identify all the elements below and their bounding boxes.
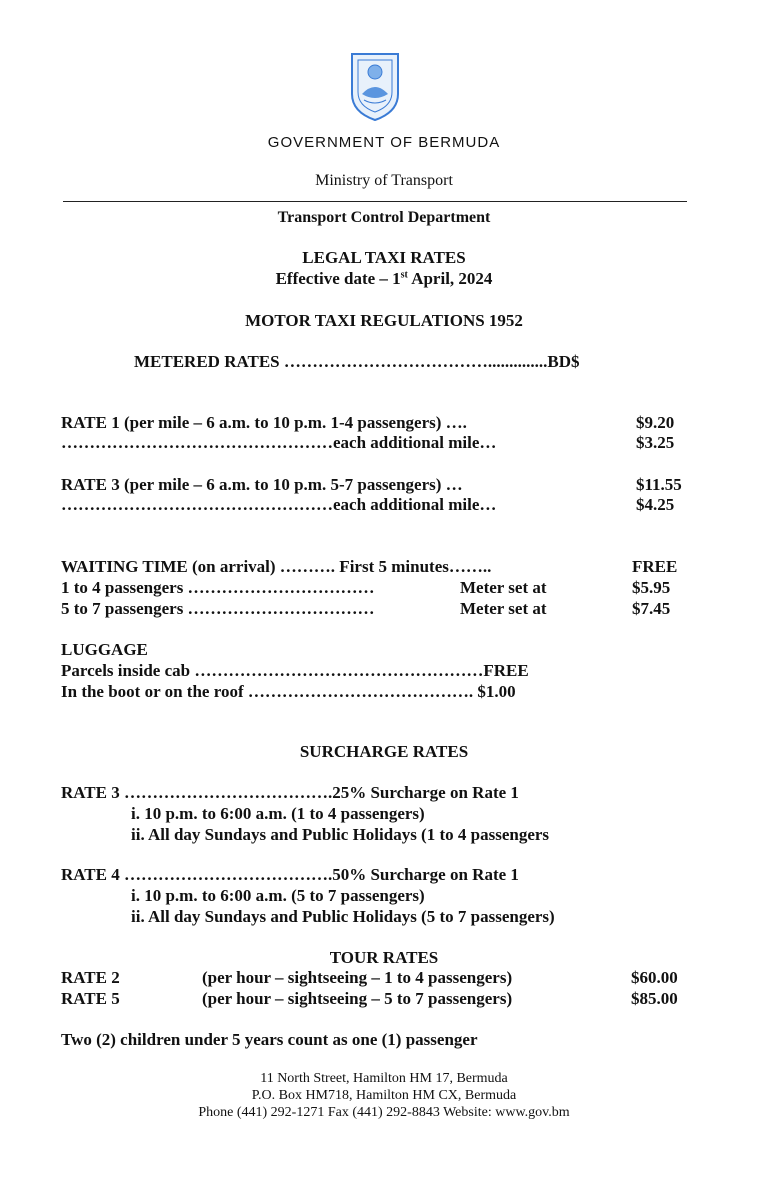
footer-po-box: P.O. Box HM718, Hamilton HM CX, Bermuda (251, 1088, 517, 1103)
rate1-label: RATE 1 (per mile – 6 a.m. to 10 p.m. 1-4 passengers) …. (61, 413, 467, 432)
tour-rate2-label: RATE 2 (61, 968, 120, 987)
regulations-title: MOTOR TAXI REGULATIONS 1952 (245, 311, 523, 330)
rate3-price: $11.55 (636, 475, 682, 494)
waiting-row1-price: $5.95 (632, 578, 671, 597)
rate3-additional-price: $4.25 (636, 495, 675, 514)
surcharge-rate4-ii: ii. All day Sundays and Public Holidays (5 to 7 passengers) (131, 907, 555, 926)
waiting-time-value: FREE (632, 557, 678, 576)
waiting-row1-label: 1 to 4 passengers …………………………… (61, 578, 375, 597)
bermuda-coat-of-arms-icon (348, 50, 402, 122)
surcharge-rate3-ii: ii. All day Sundays and Public Holidays (1 to 4 passengers (131, 825, 550, 844)
effective-date: Effective date – 1st April, 2024 (275, 269, 493, 288)
surcharge-heading: SURCHARGE RATES (299, 742, 469, 761)
header-divider (63, 201, 687, 202)
luggage-heading: LUGGAGE (61, 640, 148, 659)
surcharge-rate4-i: i. 10 p.m. to 6:00 a.m. (5 to 7 passengers) (131, 886, 425, 905)
tour-rate5-price: $85.00 (631, 989, 678, 1008)
waiting-row2-meter: Meter set at (460, 599, 547, 618)
tour-rate5-desc: (per hour – sightseeing – 5 to 7 passengers) (202, 989, 513, 1008)
surcharge-rate3: RATE 3 ……………………………….25% Surcharge on Rate 1 (61, 783, 519, 802)
waiting-time-label: WAITING TIME (on arrival) ………. First 5 minutes…….. (61, 557, 492, 576)
surcharge-rate4: RATE 4 ……………………………….50% Surcharge on Rate 1 (61, 865, 519, 884)
waiting-row2-price: $7.45 (632, 599, 671, 618)
luggage-row-inside: Parcels inside cab ……………………………………………FREE (61, 661, 529, 680)
surcharge-rate3-i: i. 10 p.m. to 6:00 a.m. (1 to 4 passengers) (131, 804, 425, 823)
rate3-additional-label: …………………………………………each additional mile… (61, 495, 497, 514)
luggage-row-boot: In the boot or on the roof …………………………………. $1.00 (61, 682, 516, 701)
ministry-name: Ministry of Transport (315, 172, 453, 189)
department-name: Transport Control Department (277, 209, 491, 226)
tour-rates-heading: TOUR RATES (329, 948, 439, 967)
metered-rates-heading: METERED RATES ………………………………..............BD$ (134, 352, 580, 371)
government-name: GOVERNMENT OF BERMUDA (267, 134, 501, 151)
waiting-row1-meter: Meter set at (460, 578, 547, 597)
rate1-price: $9.20 (636, 413, 675, 432)
tour-rate5-label: RATE 5 (61, 989, 120, 1008)
footer-contact: Phone (441) 292-1271 Fax (441) 292-8843 Website: www.gov.bm (198, 1105, 570, 1120)
rate1-additional-label: …………………………………………each additional mile… (61, 433, 497, 452)
rate1-additional-price: $3.25 (636, 433, 675, 452)
footer-address: 11 North Street, Hamilton HM 17, Bermuda (260, 1071, 508, 1086)
document-title: LEGAL TAXI RATES (302, 248, 466, 267)
children-note: Two (2) children under 5 years count as one (1) passenger (61, 1030, 478, 1049)
rate3-label: RATE 3 (per mile – 6 a.m. to 10 p.m. 5-7 passengers) … (61, 475, 463, 494)
tour-rate2-desc: (per hour – sightseeing – 1 to 4 passengers) (202, 968, 513, 987)
tour-rate2-price: $60.00 (631, 968, 678, 987)
waiting-row2-label: 5 to 7 passengers …………………………… (61, 599, 375, 618)
